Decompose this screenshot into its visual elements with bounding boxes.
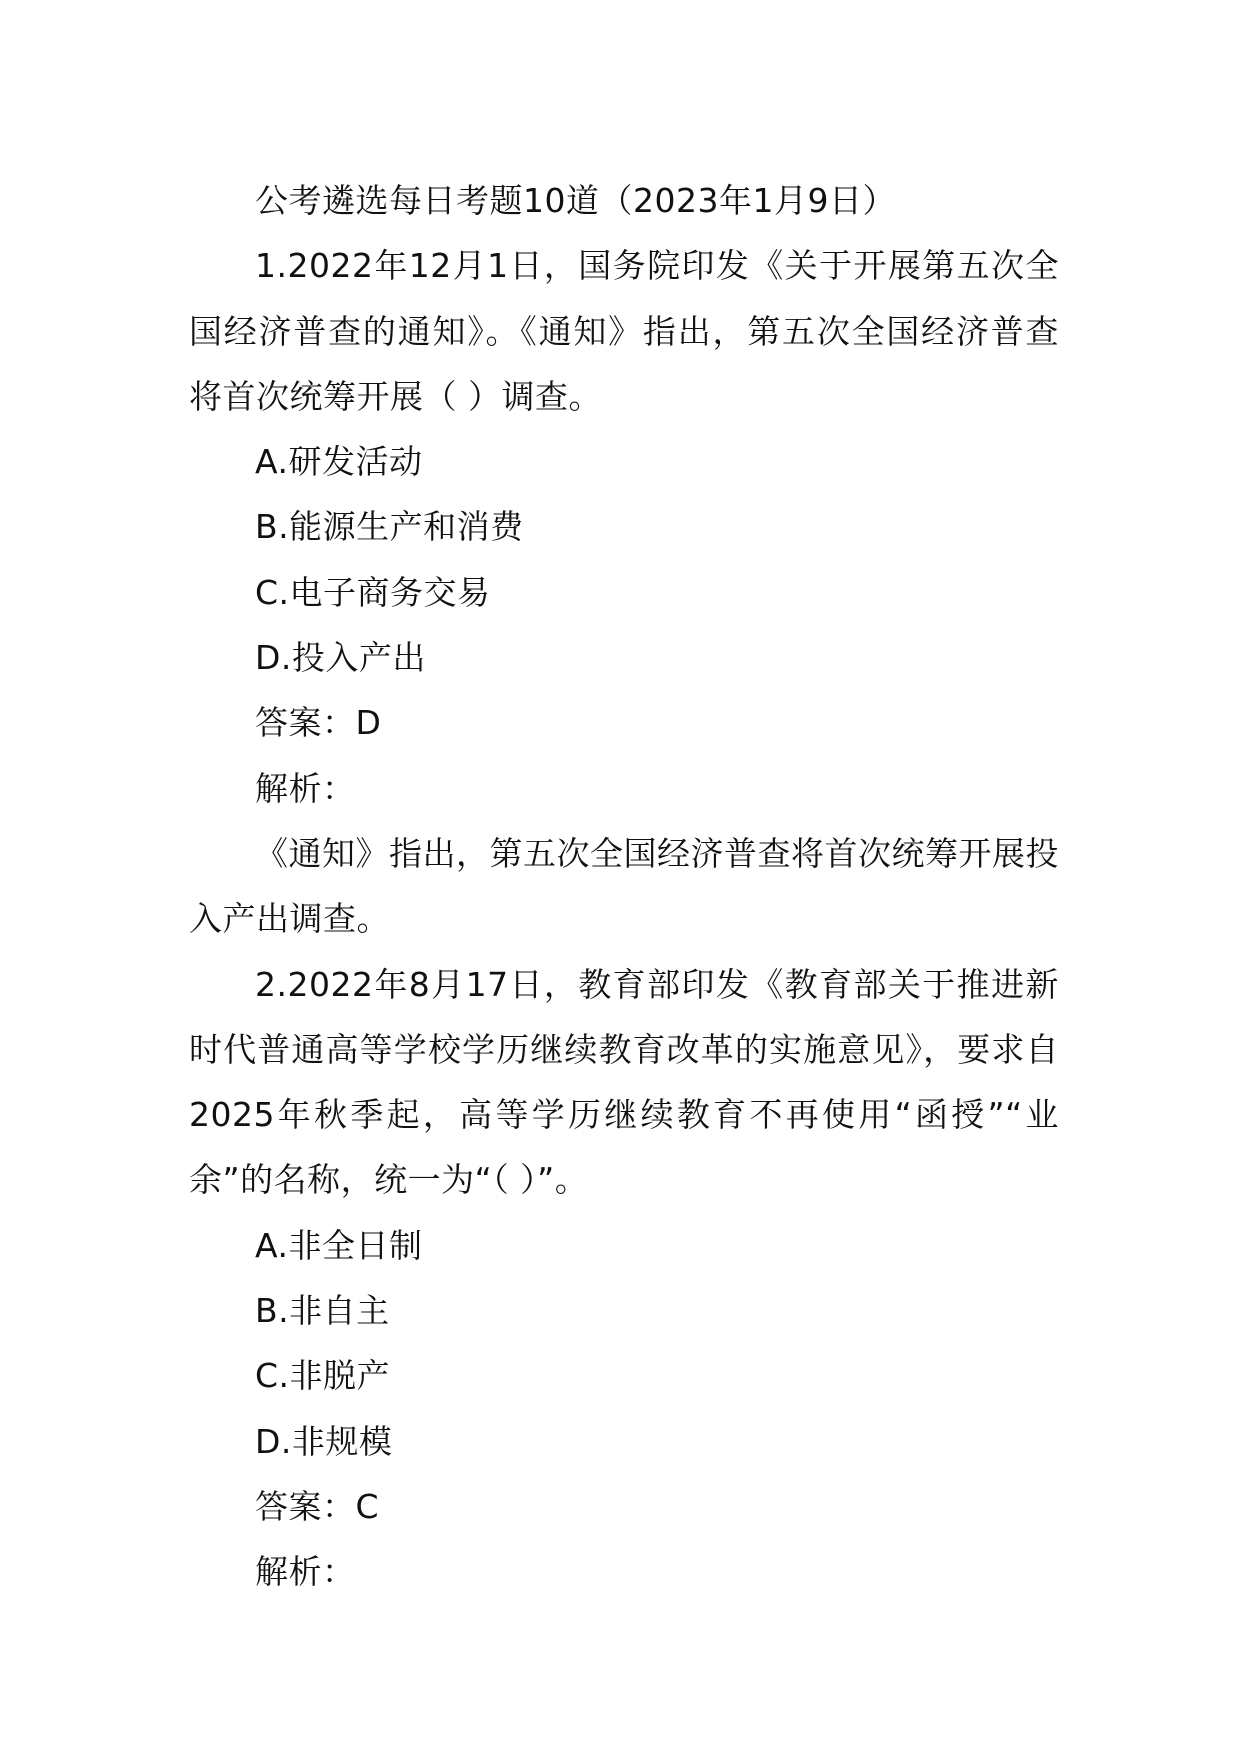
question-1-analysis: 《通知》指出，第五次全国经济普查将首次统筹开展投入产出调查。 (189, 833, 1059, 939)
question-2-option-b: B.非自主 (255, 1291, 390, 1331)
question-2-option-a: A.非全日制 (255, 1225, 423, 1265)
question-2-answer: 答案：C (255, 1486, 380, 1526)
question-2-stem: 2.2022年8月17日，教育部印发《教育部关于推进新时代普通高等学校学历继续教育改革的实施意见》，要求自2025年秋季起，高等学历继续教育不再使用“函授”“业余”的名称，统一为“（ ）”。 (189, 964, 1059, 1200)
question-2-analysis-label: 解析： (255, 1552, 356, 1592)
question-1-answer: 答案：D (255, 703, 382, 743)
question-2-option-d: D.非规模 (255, 1421, 393, 1461)
question-1-option-a: A.研发活动 (255, 442, 423, 482)
question-2-option-c: C.非脱产 (255, 1356, 391, 1396)
question-1-option-b: B.能源生产和消费 (255, 507, 524, 547)
question-1-option-d: D.投入产出 (255, 638, 426, 678)
question-1-option-c: C.电子商务交易 (255, 572, 491, 612)
document-body (189, 168, 1059, 1605)
question-1-stem: 1.2022年12月1日，国务院印发《关于开展第五次全国经济普查的通知》。《通知》指出，第五次全国经济普查将首次统筹开展（ ）调查。 (189, 246, 1059, 416)
document-title: 公考遴选每日考题10道（2023年1月9日） (255, 181, 896, 220)
question-1-analysis-label: 解析： (255, 768, 356, 808)
